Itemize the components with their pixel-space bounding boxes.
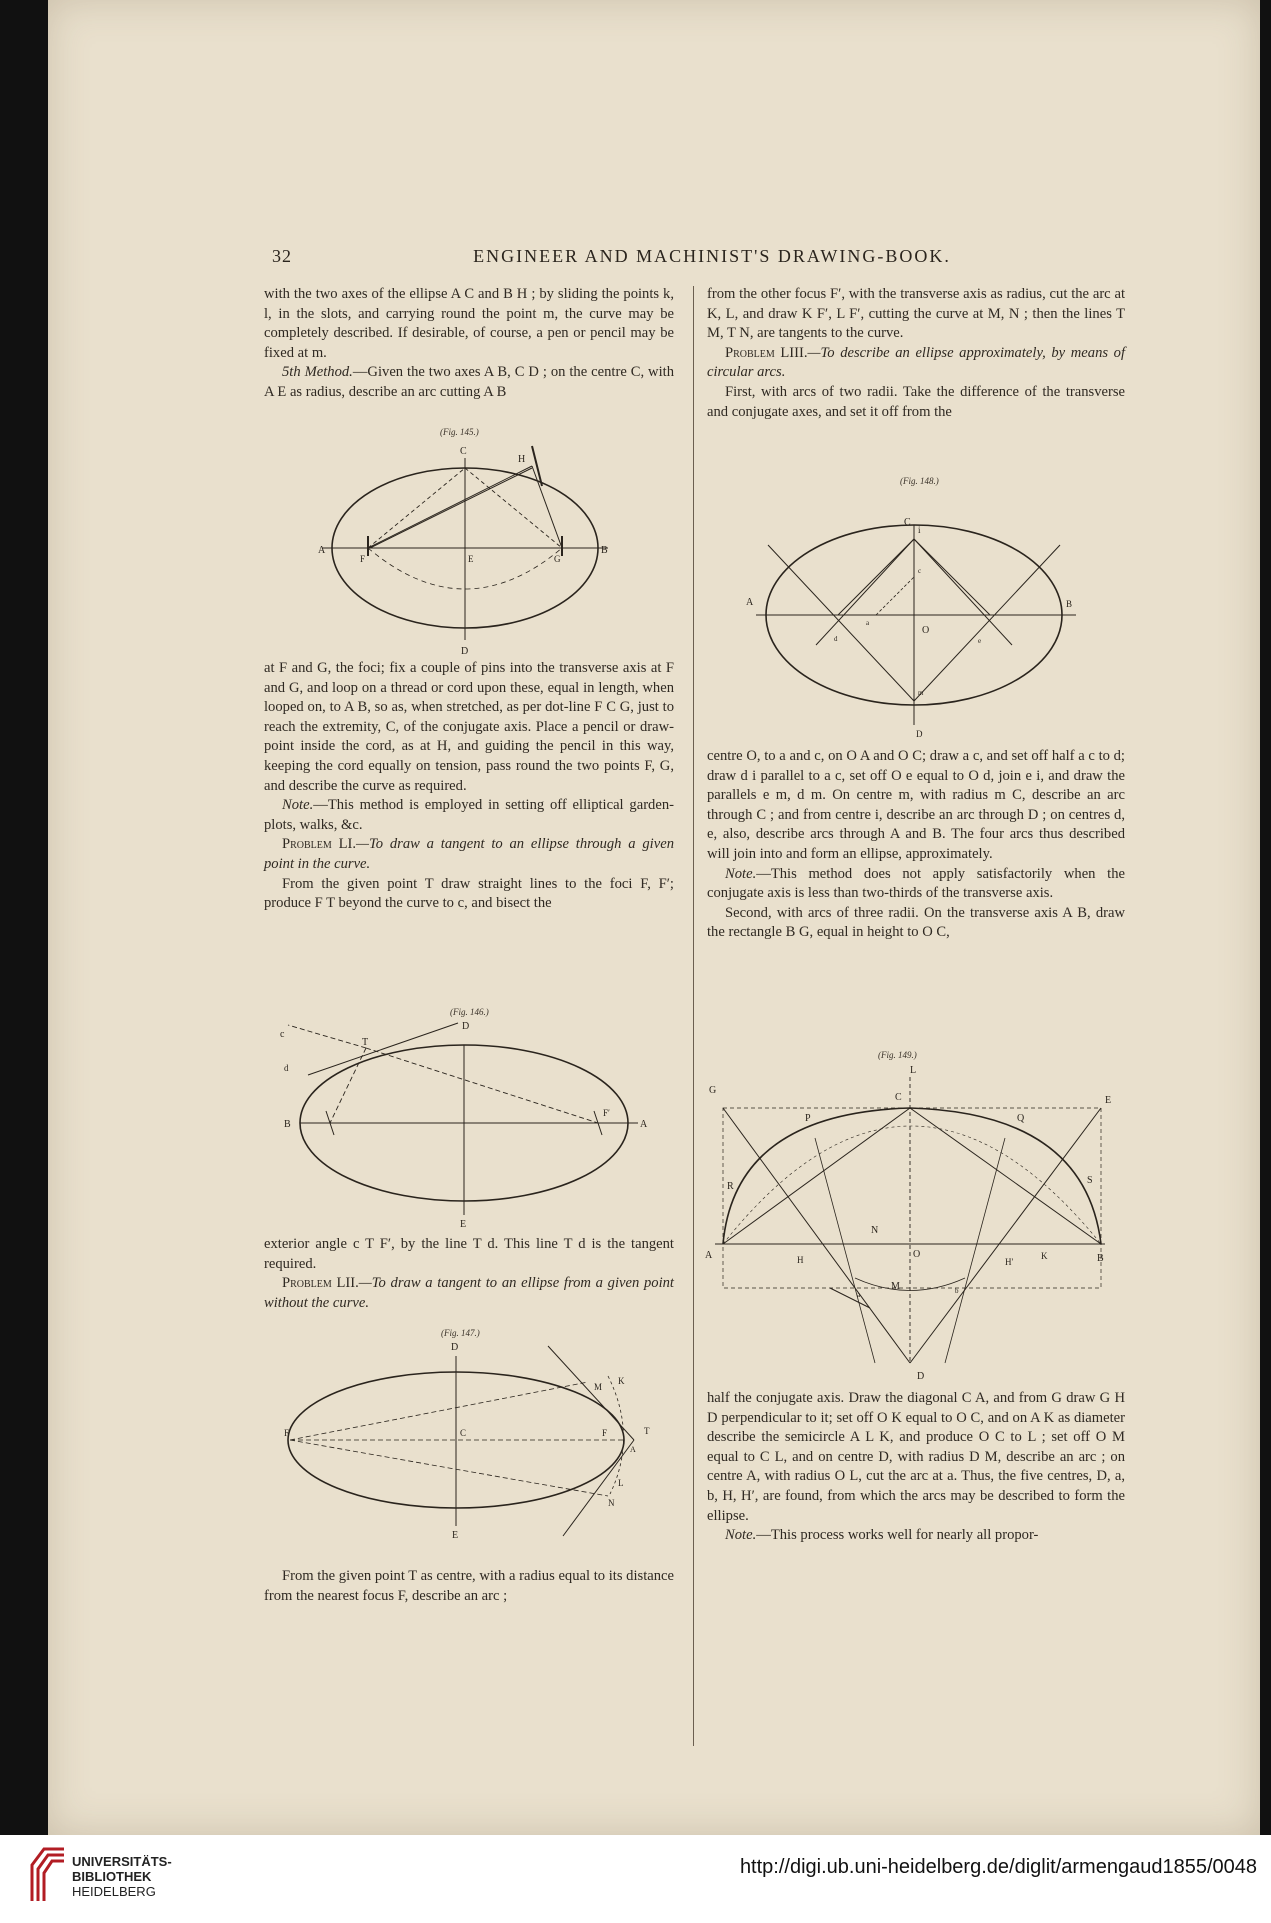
svg-text:A: A: [746, 597, 754, 608]
svg-text:T: T: [362, 1037, 369, 1048]
right-column-top: [707, 285, 1125, 422]
page-number: 32: [272, 246, 292, 266]
left-column-top: [264, 285, 674, 403]
svg-text:H: H: [518, 454, 526, 465]
footer-bar: [0, 1835, 1271, 1923]
svg-text:Q: Q: [1017, 1113, 1025, 1124]
svg-text:N: N: [871, 1225, 879, 1236]
svg-text:L: L: [618, 1478, 624, 1488]
svg-text:K: K: [1041, 1251, 1048, 1261]
svg-text:D: D: [461, 646, 469, 657]
svg-text:i: i: [918, 525, 921, 535]
svg-text:F′: F′: [603, 1108, 610, 1118]
paragraph: centre O, to a and c, on O A and O C; draw a c, and set off half a c to d; draw d i parallel to a c, set off O e equal to O d, join e i, and draw the parallels e m, d m. On centre m, with radius m C, describe an arc through C ; and from centre i, describe an arc through D ; on centres d, e, also, describe arcs through A and B. The four arcs thus described will join into and form an ellipse, approximately.: [707, 748, 1125, 862]
svg-text:B: B: [1097, 1253, 1104, 1264]
paragraph: from the other focus F′, with the transverse axis as radius, cut the arc at K, L, and draw K F′, L F′, cutting the curve at M, N ; then the lines T M, T N, are tangents to the curve.: [707, 286, 1125, 342]
paragraph: From the given point T draw straight lines to the foci F, F′; produce F T beyond the curve to c, and bisect the: [264, 875, 674, 912]
paragraph: at F and G, the foci; fix a couple of pins into the transverse axis at F and G, and loop on a thread or cord upon these, equal in length, when looped on, to A B, so as, when stretched, as per dot-line F C G, just to reach the extremity, C, of the conjugate axis. Place a pencil or draw-point inside the cord, as at H, and guiding the pencil in this way, keeping the cord equally on tension, pass round the two points F, G, and describe the curve as required.: [264, 660, 674, 794]
permalink-url[interactable]: http://digi.ub.uni-heidelberg.de/diglit/armengaud1855/0048: [739, 1856, 1257, 1878]
svg-text:a: a: [857, 1291, 861, 1299]
left-column-lower: [264, 1235, 674, 1313]
figure-148-ellipse: [746, 505, 1086, 745]
right-column-bottom: [707, 1389, 1125, 1546]
svg-text:O: O: [913, 1249, 921, 1260]
svg-text:d: d: [284, 1063, 289, 1073]
figure-146-ellipse: [278, 1015, 648, 1230]
svg-text:C: C: [460, 446, 467, 457]
paragraph: Second, with arcs of three radii. On the transverse axis A B, draw the rectangle B G, equal in height to O C,: [707, 904, 1125, 941]
paragraph: Note.—This process works well for nearly all propor-: [725, 1527, 1039, 1544]
svg-text:C: C: [904, 517, 911, 528]
svg-text:P: P: [805, 1113, 811, 1124]
svg-text:L: L: [910, 1065, 917, 1076]
svg-text:N: N: [608, 1498, 615, 1508]
svg-text:H: H: [797, 1255, 804, 1265]
svg-text:H′: H′: [1005, 1257, 1014, 1267]
svg-text:R: R: [727, 1181, 734, 1192]
paragraph: 5th Method.—Given the two axes A B, C D ; on the centre C, with A E as radius, describe an arc cutting A B: [264, 364, 675, 400]
svg-text:F: F: [602, 1428, 608, 1438]
svg-text:B: B: [1066, 599, 1073, 609]
svg-text:a: a: [866, 619, 870, 627]
svg-text:m: m: [918, 689, 924, 697]
svg-text:c: c: [918, 567, 922, 575]
svg-text:D: D: [917, 1371, 925, 1382]
library-name: UNIVERSITÄTS- BIBLIOTHEK HEIDELBERG: [72, 1854, 172, 1899]
svg-text:c: c: [280, 1029, 285, 1040]
svg-text:D: D: [462, 1021, 470, 1032]
svg-text:b: b: [955, 1287, 959, 1295]
svg-text:E: E: [460, 1219, 467, 1230]
svg-text:B: B: [601, 545, 608, 556]
svg-text:A: A: [630, 1445, 636, 1454]
left-column-middle: [264, 659, 674, 914]
svg-text:C: C: [460, 1428, 467, 1438]
svg-text:F: F: [360, 554, 366, 564]
svg-text:M: M: [594, 1382, 603, 1392]
running-title: ENGINEER AND MACHINIST'S DRAWING-BOOK.: [473, 246, 951, 266]
problem-heading: Problem LI.—To draw a tangent to an ellipse through a given point in the curve.: [264, 836, 674, 872]
figure-caption: (Fig. 145.): [440, 427, 479, 437]
svg-text:G: G: [709, 1085, 717, 1096]
svg-text:F′: F′: [284, 1428, 291, 1438]
svg-text:A: A: [640, 1119, 648, 1130]
svg-text:C: C: [895, 1092, 902, 1103]
figure-149-ellipse: [705, 1063, 1125, 1383]
svg-text:S: S: [1087, 1175, 1093, 1186]
svg-text:A: A: [318, 545, 326, 556]
problem-heading: Problem LII.—To draw a tangent to an ellipse from a given point without the curve.: [264, 1275, 674, 1311]
svg-text:G: G: [554, 554, 561, 564]
figure-145-ellipse: [318, 440, 618, 660]
right-column-middle: [707, 747, 1125, 943]
paragraph: with the two axes of the ellipse A C and B H ; by sliding the points k, l, in the slots, and carrying round the point m, the curve may be completely described. If desirable, of course, a pen or pencil may be fixed at m.: [264, 286, 674, 361]
svg-text:T: T: [644, 1426, 650, 1436]
svg-text:K: K: [618, 1376, 625, 1386]
figure-caption: (Fig. 148.): [900, 476, 939, 486]
svg-text:E: E: [1105, 1095, 1112, 1106]
svg-text:d: d: [834, 635, 838, 643]
svg-text:E: E: [468, 554, 474, 564]
paragraph: Note.—This method is employed in setting off elliptical garden-plots, walks, &c.: [264, 797, 674, 833]
figure-caption: (Fig. 146.): [450, 1007, 489, 1017]
svg-text:A: A: [705, 1250, 713, 1261]
paragraph: Note.—This method does not apply satisfactorily when the conjugate axis is less than two-thirds of the transverse axis.: [707, 865, 1125, 902]
paragraph: exterior angle c T F′, by the line T d. This line T d is the tangent required.: [264, 1236, 674, 1272]
svg-text:e: e: [978, 637, 982, 645]
problem-heading: Problem LIII.—To describe an ellipse approximately, by means of circular arcs.: [707, 344, 1126, 381]
figure-caption: (Fig. 149.): [878, 1050, 917, 1060]
paragraph: half the conjugate axis. Draw the diagonal C A, and from G draw G H D perpendicular to it; set off O K equal to O C, and on A K as diameter describe the semicircle A L K, and produce O C to L ; set off O M equal to C L, and on centre D, with radius D M, describe an arc ; on centre A, with radius O L, cut the arc at a. Thus, the five centres, D, a, b, H, H′, are found, from which the arcs may be described to form the ellipse.: [707, 1390, 1125, 1524]
column-divider: [693, 286, 694, 1746]
library-logo-icon: [28, 1843, 68, 1905]
svg-text:B: B: [284, 1119, 291, 1130]
figure-caption: (Fig. 147.): [441, 1328, 480, 1338]
svg-text:D: D: [451, 1342, 459, 1353]
svg-text:O: O: [922, 625, 930, 636]
svg-text:D: D: [916, 729, 923, 739]
paragraph: From the given point T as centre, with a radius equal to its distance from the nearest focus F, describe an arc ;: [264, 1568, 674, 1604]
paragraph: First, with arcs of two radii. Take the difference of the transverse and conjugate axes, and set it off from the: [707, 383, 1125, 420]
left-column-bottom: [264, 1567, 674, 1606]
svg-text:M: M: [891, 1281, 900, 1292]
svg-text:E: E: [452, 1530, 459, 1541]
figure-147-ellipse: [278, 1336, 678, 1566]
